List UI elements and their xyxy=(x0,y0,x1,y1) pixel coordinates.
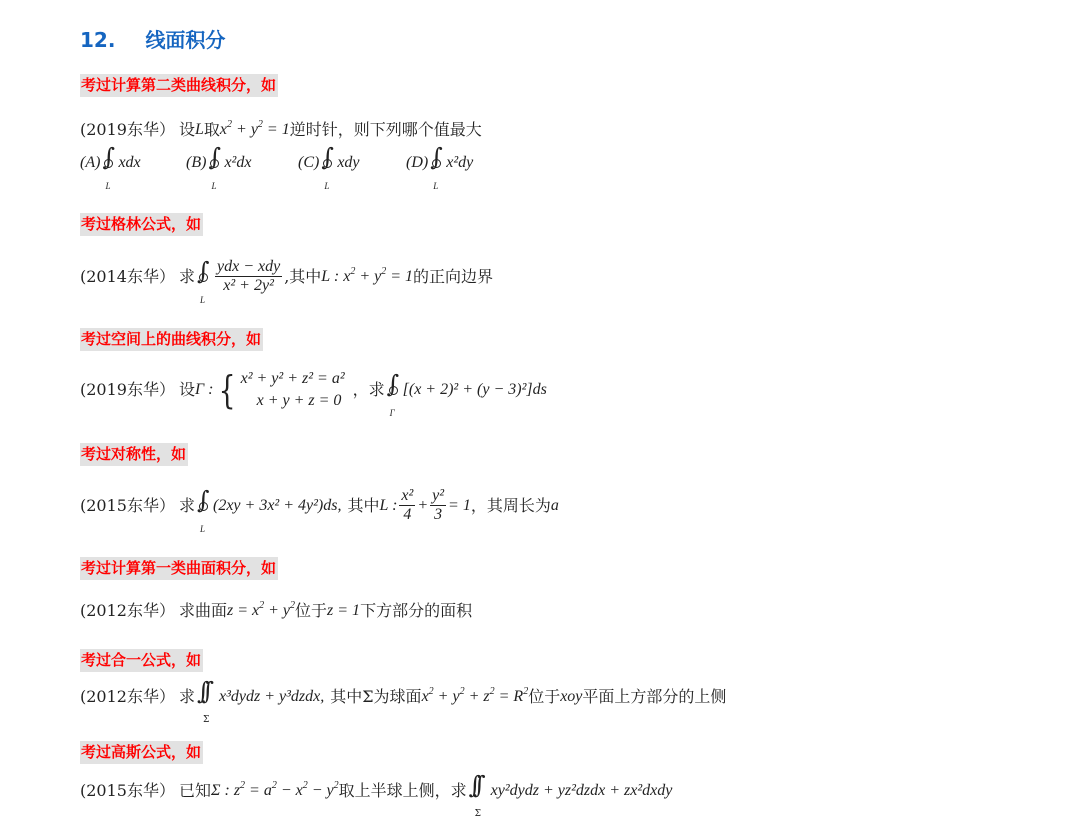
math-op: = 1 xyxy=(448,496,471,514)
math-expr: xoy xyxy=(560,688,583,705)
problem-text: 其中Σ为球面 xyxy=(330,687,422,706)
equation-system: x² + y² + z² = a² x + y + z = 0 xyxy=(240,370,345,409)
problem-7-statement xyxy=(80,771,673,819)
math-expr: Γ : xyxy=(194,381,214,398)
math-expr: $x^2 + y^2 = 1$ xyxy=(219,119,290,138)
math-expr: z = 1 xyxy=(327,602,361,619)
math-expr: Σ : $z^2 = a^2 - x^2 - y^2$ xyxy=(210,780,339,799)
problem-5-statement xyxy=(80,601,472,621)
problem-text: 逆时针，则下列哪个值最大 xyxy=(289,120,482,139)
problem-source: (2019东华） xyxy=(80,380,175,399)
problem-text: 平面上方部分的上侧 xyxy=(582,687,727,706)
option-c xyxy=(298,143,406,191)
surface-integral-icon: ∫∫ Σ xyxy=(468,771,482,819)
problem-text: 位于 xyxy=(528,687,561,706)
problem-text: 求 xyxy=(178,687,195,706)
option-label: (B) xyxy=(186,154,207,171)
math-op: + xyxy=(417,496,429,514)
problem-text: 取 xyxy=(203,120,220,139)
topic-tag-5: 考过计算第一类曲面积分，如 xyxy=(80,557,278,580)
problem-text: 的正向边界 xyxy=(413,266,494,286)
math-expr: $z = x^2 + y^2$ xyxy=(226,600,296,619)
problem-source: (2015东华） xyxy=(80,495,175,515)
section-heading xyxy=(80,24,225,53)
problem-1-options xyxy=(80,143,516,191)
problem-source: (2012东华） xyxy=(80,687,175,706)
problem-text: ，其周长为 xyxy=(470,495,551,515)
contour-integral-icon: ∫ Γ xyxy=(386,370,400,418)
problem-text: 求 xyxy=(178,495,195,515)
section-number: 12. xyxy=(80,28,116,52)
problem-text: 求 xyxy=(178,266,195,286)
math-expr: xy²dydz + yz²dzdx + zx²dxdy xyxy=(490,782,673,799)
option-expr: x²dy xyxy=(446,154,474,171)
problem-text: 下方部分的面积 xyxy=(360,601,473,620)
fraction: $\frac{\text{x²}}{4}$ xyxy=(401,487,414,523)
topic-tag-3: 考过空间上的曲线积分，如 xyxy=(80,328,263,351)
math-expr: x³dydz + y³dzdx, xyxy=(218,688,325,705)
option-label: (C) xyxy=(298,154,320,171)
topic-tag-1: 考过计算第二类曲线积分，如 xyxy=(80,74,278,97)
fraction: $\frac{\text{y²}}{3}$ xyxy=(432,487,445,523)
math-expr: $x^2 + y^2 + z^2 = R^2$ xyxy=(421,686,529,705)
problem-2-statement xyxy=(80,256,494,305)
problem-3-statement xyxy=(80,368,547,418)
surface-integral-icon: ∫∫ Σ xyxy=(196,677,210,725)
section-title: 线面积分 xyxy=(145,28,226,52)
option-expr: xdy xyxy=(337,154,360,171)
problem-text: 求曲面 xyxy=(178,601,227,620)
problem-text: 位于 xyxy=(295,601,328,620)
contour-integral-icon: ∫ L xyxy=(208,143,221,191)
topic-tag-6: 考过合一公式，如 xyxy=(80,649,203,672)
contour-integral-icon: ∫ L xyxy=(430,143,443,191)
contour-integral-icon: ∫ L xyxy=(321,143,334,191)
problem-text: ,其中 xyxy=(284,266,322,286)
topic-tag-7: 考过高斯公式，如 xyxy=(80,741,203,764)
problem-text: 其中 xyxy=(347,495,380,515)
option-expr: x²dx xyxy=(224,154,252,171)
option-d xyxy=(406,143,516,191)
problem-source: (2019东华） xyxy=(80,120,175,139)
math-expr: [(x + 2)² + (y − 3)²]ds xyxy=(402,381,547,398)
problem-text: 已知 xyxy=(178,781,211,800)
contour-integral-icon: ∫ L xyxy=(102,143,115,191)
option-a xyxy=(80,143,186,191)
problem-source: (2014东华） xyxy=(80,266,175,286)
math-expr: L : xyxy=(379,496,398,514)
math-expr: L xyxy=(194,121,204,138)
problem-source: (2015东华） xyxy=(80,781,175,800)
problem-source: (2012东华） xyxy=(80,601,175,620)
math-expr: L : $x^2 + y^2 = 1$ xyxy=(321,265,414,285)
option-label: (A) xyxy=(80,154,101,171)
option-label: (D) xyxy=(406,154,429,171)
math-expr: (2xy + 3x² + 4y²)ds, xyxy=(212,496,342,514)
option-b xyxy=(186,143,298,191)
problem-text: ，求 xyxy=(352,380,385,399)
problem-text: 取上半球上侧，求 xyxy=(338,781,467,800)
topic-tag-2: 考过格林公式，如 xyxy=(80,213,203,236)
problem-4-statement xyxy=(80,485,559,534)
problem-6-statement xyxy=(80,677,727,725)
topic-tag-4: 考过对称性，如 xyxy=(80,443,188,466)
problem-1-statement xyxy=(80,120,482,140)
brace-icon: { xyxy=(219,368,236,412)
contour-integral-icon: ∫ L xyxy=(196,256,210,305)
problem-text: 设 xyxy=(178,380,195,399)
contour-integral-icon: ∫ L xyxy=(196,485,210,534)
fraction: $\frac{\text{ydx − xdy}}{\text{x² + 2y²}}$ xyxy=(216,258,281,294)
problem-text: 设 xyxy=(178,120,195,139)
math-expr: a xyxy=(550,496,559,514)
option-expr: xdx xyxy=(118,154,141,171)
